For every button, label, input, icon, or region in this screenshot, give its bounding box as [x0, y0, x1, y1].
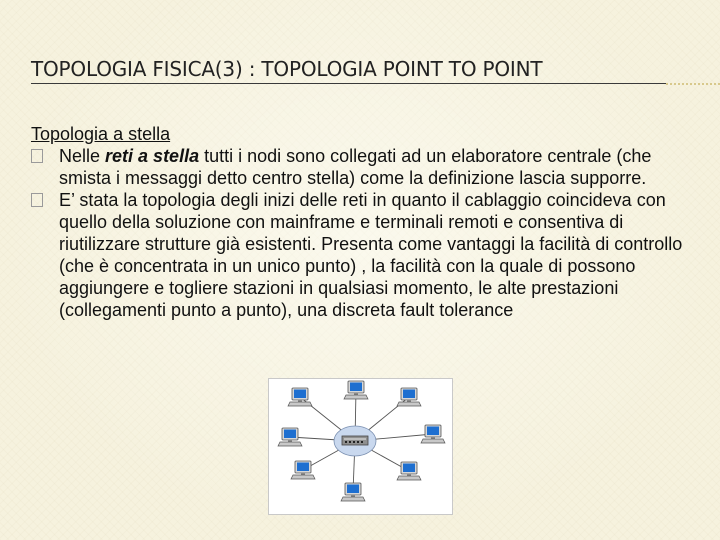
network-hub-icon: [334, 426, 376, 456]
title-underline-dots: [666, 83, 720, 85]
bullet-text-pre: Nelle: [59, 146, 106, 166]
star-topology-diagram: [268, 378, 453, 515]
computer-icon: [341, 483, 365, 501]
computer-icon: [344, 381, 368, 399]
bullet-item: [31, 145, 696, 189]
section-heading: Topologia a stella: [31, 124, 171, 144]
computer-icon: [278, 428, 302, 446]
bullet-text-post: tutti i nodi sono collegati ad un elaboratore centrale (che smista i messaggi detto centro stella) come la definizione lascia supporre.: [59, 146, 652, 188]
computer-icon: [397, 462, 421, 480]
checkbox-bullet-icon: [31, 149, 43, 163]
title-underline: [31, 83, 666, 84]
bullet-item: [31, 189, 696, 321]
checkbox-bullet-icon: [31, 193, 43, 207]
slide-body: [31, 123, 696, 321]
computer-icon: [291, 461, 315, 479]
computer-icon: [421, 425, 445, 443]
slide-title: TOPOLOGIA FISICA(3) : TOPOLOGIA POINT TO POINT: [31, 57, 543, 81]
bullet-text: E’ stata la topologia degli inizi delle reti in quanto il cablaggio coincideva con quello della soluzione con mainframe e terminali remoti e consentiva di riutilizzare strutture già esistenti. Presenta come vantaggi la facilità di controllo (che è concentrata in un unico punto) , la facilità con la quale di possono aggiungere e togliere stazioni in qualsiasi momento, le alte prestazioni (collegamenti punto a punto), una discreta fault tolerance: [59, 190, 683, 320]
computer-icon: [288, 388, 312, 406]
computer-icon: [397, 388, 421, 406]
star-topology-svg: [269, 379, 452, 514]
bullet-text-emphasis: reti a stella: [105, 146, 200, 166]
